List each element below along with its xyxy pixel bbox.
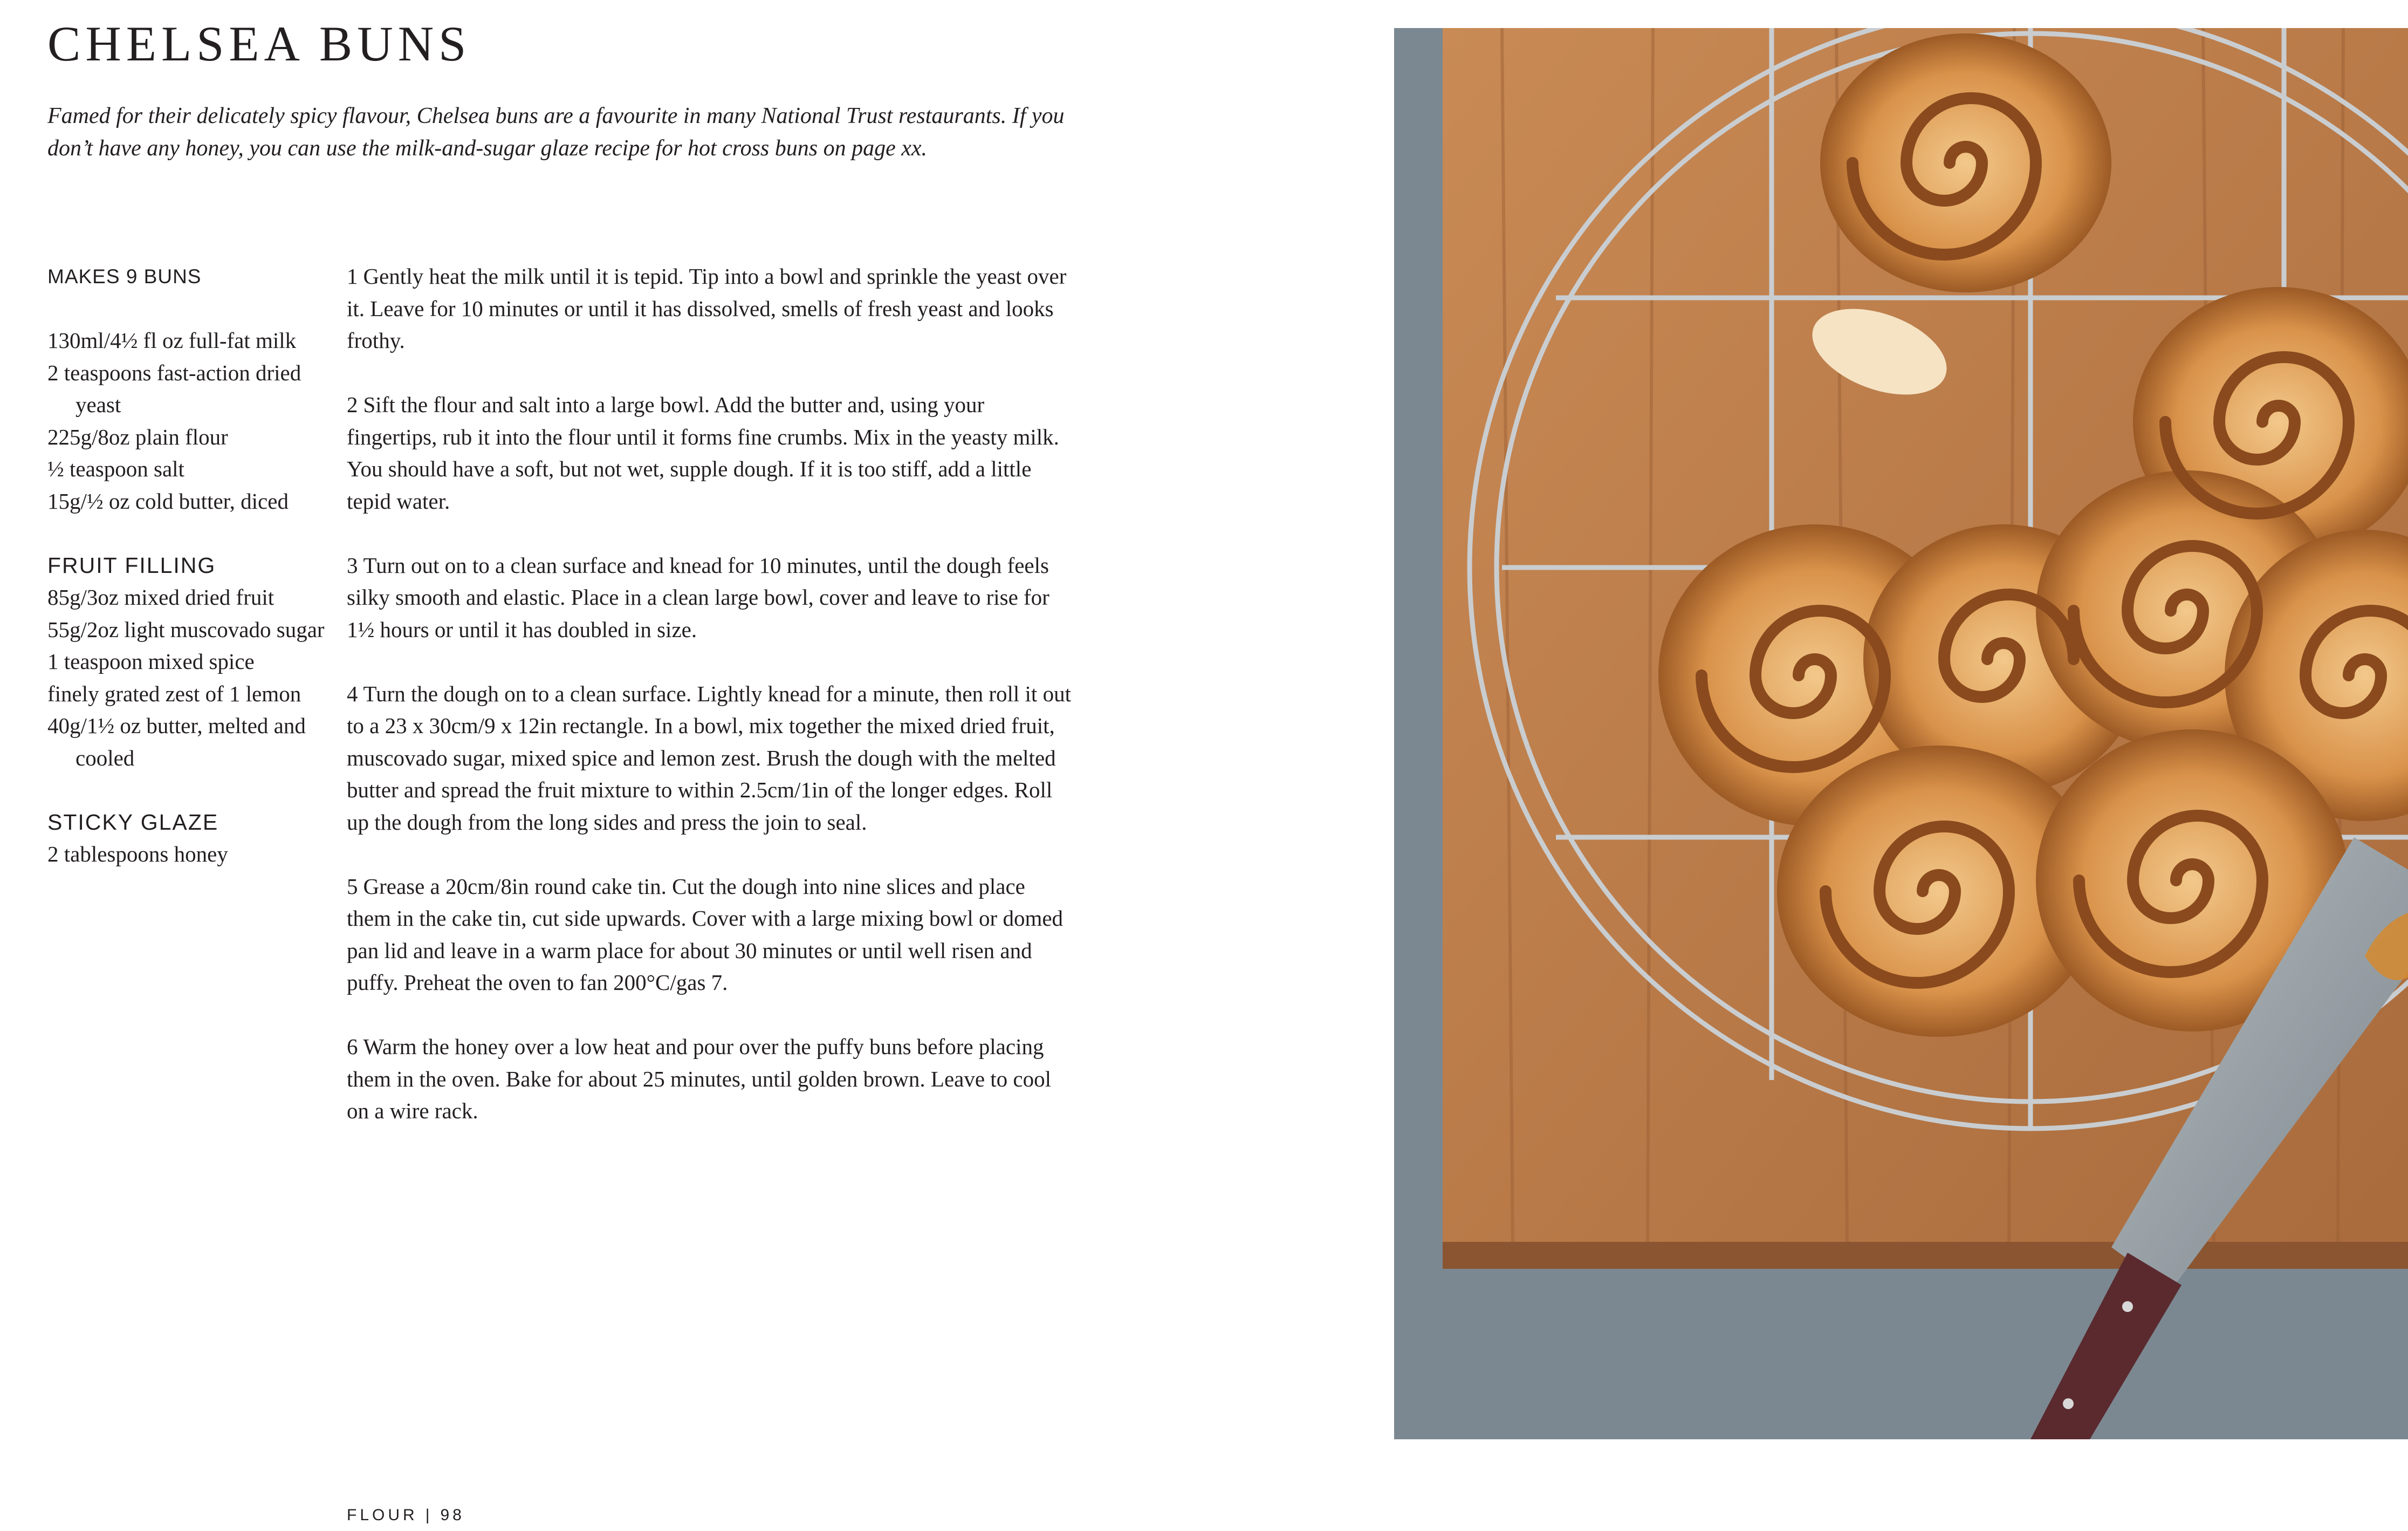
fruit-filling-heading: FRUIT FILLING	[47, 552, 216, 578]
ingredient-item: finely grated zest of 1 lemon	[47, 681, 301, 706]
ingredient-item: 2 teaspoons fast-action dried yeast	[47, 360, 301, 417]
step-text: Gently heat the milk until it is tepid. Tip into a bowl and sprinkle the yeast over it. Leave for 10 minutes or until it has dissolved, smells of fresh yeast and looks frothy.	[347, 264, 1067, 353]
step-text: Turn out on to a clean surface and knead for 10 minutes, until the dough feels silky smooth and elastic. Place in a clean large bowl, cover and leave to rise for 1½ hours or until it has doubled in size.	[347, 552, 1049, 642]
step-text: Sift the flour and salt into a large bowl. Add the butter and, using your fingertips, rub it into the flour until it forms fine crumbs. Mix in the yeasty milk. You should have a soft, but not wet, supple dough. If it is too stiff, add a little tepid water.	[347, 392, 1059, 514]
recipe-title: CHELSEA BUNS	[47, 16, 471, 71]
step-number: 2	[347, 392, 358, 417]
ingredient-item: ½ teaspoon salt	[47, 456, 184, 481]
method-step	[347, 261, 1072, 357]
ingredient-item: 55g/2oz light muscovado sugar	[47, 617, 325, 642]
ingredients-column	[47, 261, 349, 871]
step-number: 4	[347, 681, 358, 706]
ingredient-item: 40g/1½ oz butter, melted and cooled	[47, 713, 306, 770]
step-text: Warm the honey over a low heat and pour over the puffy buns before placing them in the oven. Bake for about 25 minutes, until golden brown. Leave to cool on a wire rack.	[347, 1034, 1052, 1123]
method-step	[347, 550, 1072, 646]
step-number: 3	[347, 552, 358, 578]
step-text: Turn the dough on to a clean surface. Lightly knead for a minute, then roll it out to a 23 x 30cm/9 x 12in rectangle. In a bowl, mix together the mixed dried fruit, muscovado sugar, mixed spice and lemon zest. Brush the dough with the melted butter and spread the fruit mixture to within 2.5cm/1in of the longer edges. Roll up the dough from the long sides and press the join to seal.	[347, 681, 1071, 835]
board-edge	[1443, 1242, 2408, 1269]
chelsea-buns-photo	[1394, 28, 2408, 1439]
step-number: 5	[347, 873, 358, 899]
footer-separator: |	[425, 1506, 433, 1524]
ingredient-item: 1 teaspoon mixed spice	[47, 649, 255, 674]
ingredient-item: 130ml/4½ fl oz full-fat milk	[47, 328, 297, 353]
base-ingredient-list	[47, 325, 349, 517]
recipe-photo	[1394, 28, 2408, 1439]
method-step	[347, 871, 1072, 999]
method-step	[347, 1031, 1072, 1127]
step-number: 6	[347, 1034, 358, 1059]
page-number: 98	[440, 1506, 465, 1524]
ingredient-item: 225g/8oz plain flour	[47, 424, 228, 449]
method-step	[347, 678, 1072, 839]
sticky-glaze-group	[47, 806, 349, 871]
ingredient-item: 15g/½ oz cold butter, diced	[47, 488, 289, 514]
method-column	[347, 261, 1072, 1159]
recipe-intro: Famed for their delicately spicy flavour, Chelsea buns are a favourite in many National Trust restaurants. If you don’t have any honey, you can use the milk-and-sugar glaze recipe for hot cross buns on page xx.	[47, 104, 1065, 161]
ingredient-item: 2 tablespoons honey	[47, 842, 228, 866]
step-text: Grease a 20cm/8in round cake tin. Cut the dough into nine slices and place them in the cake tin, cut side upwards. Cover with a large mixing bowl or domed pan lid and leave in a warm place for about 30 minutes or until well risen and puffy. Preheat the oven to fan 200°C/gas 7.	[347, 873, 1064, 995]
method-step	[347, 389, 1072, 517]
base-ingredients	[47, 261, 349, 293]
yield-label: MAKES 9 BUNS	[47, 265, 202, 288]
footer-section: FLOUR	[347, 1506, 418, 1524]
ingredient-item: 85g/3oz mixed dried fruit	[47, 585, 275, 610]
fruit-filling-group	[47, 550, 349, 775]
page-footer	[347, 1506, 465, 1525]
sticky-glaze-heading: STICKY GLAZE	[47, 809, 219, 835]
step-number: 1	[347, 264, 358, 289]
